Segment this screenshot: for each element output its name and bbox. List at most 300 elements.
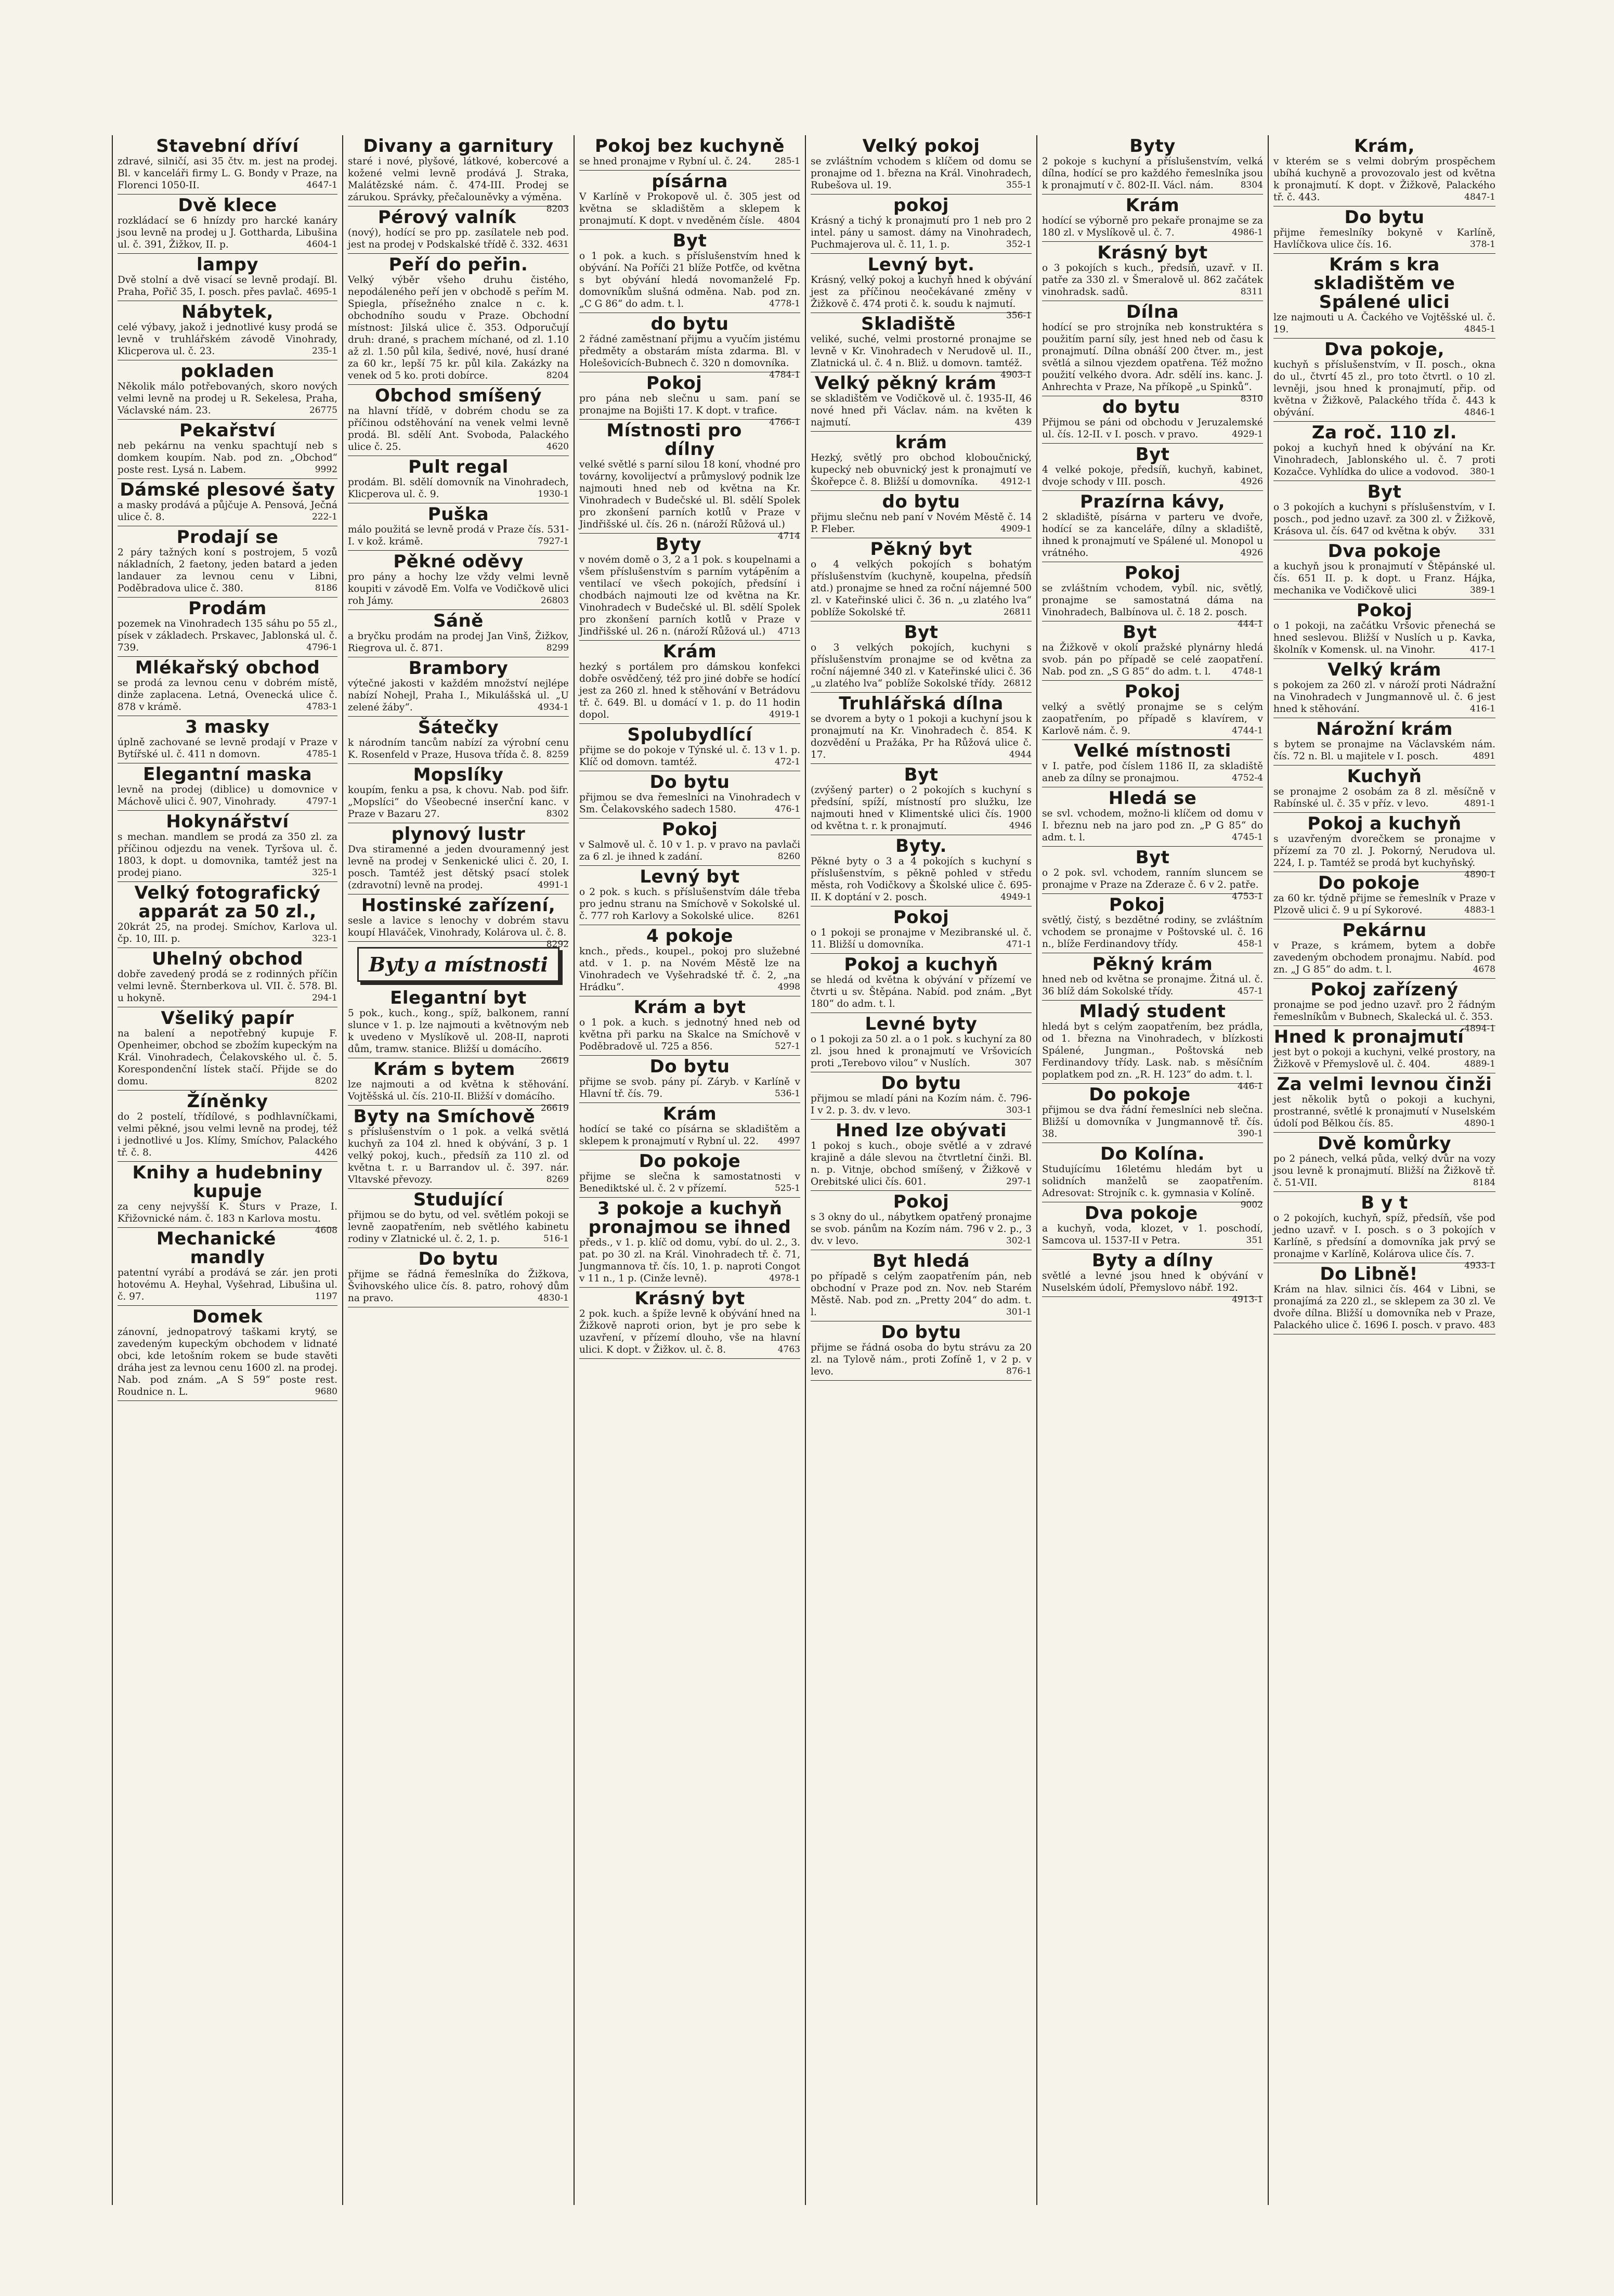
ad-title: do bytu	[882, 491, 960, 512]
ad-title: pokoj	[893, 195, 949, 216]
ad-body	[1273, 679, 1495, 715]
ad-text: se zvláštním vchodem, vybíl. nic, světlý, pronajme se samostatná dáma na Vinohradech, Balbínova ul. č. 18 2. posch.	[1042, 583, 1263, 618]
ad-text: Hezký, světlý pro obchod kloboučnický, kupecký neb obuvnický jest k pronajmutí ve Škořepce č. 8. Bližší u domovníka.	[811, 452, 1032, 487]
ad-body	[348, 915, 569, 950]
ad-text: se zvláštním vchodem s klíčem od domu se pronajme od 1. března na Král. Vinohradech, Rubešova ul. 19.	[811, 156, 1032, 191]
ad-body	[579, 191, 800, 227]
ad-title: Domek	[192, 1306, 263, 1327]
ad-text: zánovní, jednopatrový taškami krytý, se zavedeným kupeckým obchodem v lidnaté obci, kde letošním rokem se bude stavěti dráha jest za levnou cenu 1600 zl. na prodej. Nab. pod znám. „A S 59“ poste rest. Roudnice n. L.	[118, 1327, 337, 1397]
ad-code: 4912-1	[1000, 476, 1032, 487]
ad-code: 4748-1	[1232, 666, 1263, 677]
classified-ad	[348, 1248, 569, 1307]
ad-title: Hokynářství	[166, 811, 289, 832]
classified-ad	[1042, 1001, 1263, 1092]
ad-body	[118, 440, 337, 476]
ad-title: Žíněnky	[187, 1091, 268, 1112]
classified-ad	[118, 479, 337, 526]
ad-text: na Žižkově v okolí pražské plynárny hledá svob. pán po případě se celé zaopatření. Nab. pod zn. „S G 85“ do adm. t. l.	[1042, 642, 1263, 677]
ad-text: v Praze, s krámem, bytem a dobře zavedeným obchodem pronajmu. Nabíd. pod zn. „J G 85“ do adm. t. l.	[1273, 940, 1495, 975]
ad-text: Dvě stolní a dvě visací se levně prodají. Bl. Praha, Pořič 35, I. posch. přes pavlač.	[118, 275, 337, 297]
ad-title: Všeliký papír	[161, 1008, 294, 1029]
ad-text: se hned pronajme v Rybní ul. č. 24.	[579, 156, 751, 167]
ad-body	[1042, 215, 1263, 239]
classified-ad	[579, 724, 800, 771]
ad-code: 356-1	[1006, 310, 1032, 321]
classified-ad	[579, 1150, 800, 1198]
ad-text: Dva stiramenné a jeden dvouramenný jest levně na prodej v Senkenické ulici č. 20, I. posch. Tamtéž jest dětský psací stolek (zdravotní) levně na prodej.	[348, 844, 569, 891]
classified-ad	[579, 1288, 800, 1359]
ad-title: Byt hledá	[873, 1251, 970, 1272]
classified-ad	[811, 372, 1032, 432]
classified-ad	[1042, 621, 1263, 681]
classified-ad	[118, 420, 337, 479]
classified-ad	[579, 230, 800, 313]
ad-title: Uhelný obchod	[152, 949, 303, 969]
ad-code: 525-1	[774, 1183, 800, 1194]
ad-code: 483	[1478, 1320, 1495, 1330]
ad-code: 8310	[1240, 394, 1263, 404]
ad-body	[1042, 914, 1263, 950]
ad-code: 8261	[777, 911, 800, 921]
ad-title: Byt	[1123, 622, 1157, 643]
ad-text: jest několik bytů o pokoji a kuchyni, prostranné, světlé k pronajmutí v Nuselském údolí pod Bělkou čís. 85.	[1273, 1094, 1495, 1129]
ad-body	[579, 250, 800, 310]
classified-ad	[1042, 953, 1263, 1001]
ad-code: 1930-1	[538, 489, 569, 499]
ad-title: Levný byt	[640, 866, 740, 887]
ad-code: 4714	[777, 531, 800, 541]
classified-ad	[348, 503, 569, 551]
ad-title: Velký krám	[1327, 659, 1441, 680]
classified-column	[1037, 135, 1269, 2205]
classified-ad	[1042, 740, 1263, 787]
ad-text: se pronajme 2 osobám za 8 zl. měsíčně v Rabínské ul. č. 35 v příz. v levo.	[1273, 786, 1495, 809]
classified-ad	[118, 1091, 337, 1162]
ad-title: Krám s kra skladištěm ve Spálené ulici	[1313, 254, 1455, 313]
ad-code: 303-1	[1006, 1105, 1032, 1115]
classified-ad	[1273, 600, 1495, 659]
ad-body	[118, 921, 337, 945]
ad-code: 4678	[1473, 964, 1495, 975]
classified-ad	[811, 764, 1032, 835]
ad-title: Velký fotografický apparát za 50 zl.,	[134, 883, 321, 922]
classified-ad	[348, 717, 569, 764]
ad-title: Do Libně!	[1320, 1264, 1418, 1285]
ad-text: Pěkné byty o 3 a 4 pokojích s kuchyní s příslušenstvím, s pěkně pohled v středu města, roh Vodičkovy a Školské ulice č. 695-II. K doptání v 2. posch.	[811, 856, 1032, 903]
ad-code: 390-1	[1237, 1128, 1263, 1139]
ad-body	[118, 1111, 337, 1159]
classified-ad	[118, 194, 337, 254]
ad-title: plynový lustr	[391, 824, 526, 845]
classified-ad	[1273, 206, 1495, 254]
ad-body	[1273, 892, 1495, 916]
ad-code: 4919-1	[769, 709, 800, 720]
classified-ad	[1042, 1084, 1263, 1143]
classified-ad	[118, 360, 337, 420]
classified-ad	[811, 254, 1032, 321]
classified-ad	[579, 641, 800, 724]
ad-text: 2 pok. kuch. a špíže levně k obývání hned na Žižkově naproti orion, byt je pro sebe k uzavření, v přízemí dlouho, vše na hlavní ulici. K dopt. v Žižkov. ul. č. 8.	[579, 1308, 800, 1355]
ad-title: Krám a byt	[633, 997, 746, 1018]
ad-code: 4978-1	[769, 1273, 800, 1283]
ad-code: 4784-1	[769, 370, 800, 380]
ad-text: 2 skladiště, písárna v parteru ve dvoře, hodící se za kanceláře, dílny a skladiště, ihned k pronajmutí ve Spálené ul. Monopol u vrátného.	[1042, 512, 1263, 559]
ad-text: 5 pok., kuch., kong., spíž, balkonem, ranní slunce v 1. p. lze najmouti a květnovým neb k uvedeno v Myslíkově ul. 208-II, naproti dům, tramw. stanice. Bližší u domácího.	[348, 1008, 569, 1055]
ad-text: neb pekárnu na venku spachtují neb s domkem koupím. Nab. pod zn. „Obchod“ poste rest. Lysá n. Labem.	[118, 440, 337, 475]
ad-code: 26619	[540, 1056, 569, 1066]
ad-title: Pěkné oděvy	[393, 551, 524, 572]
ad-body	[348, 571, 569, 607]
classified-ad	[1042, 491, 1263, 562]
classified-ad	[579, 866, 800, 925]
ad-title: Krásný byt	[1097, 242, 1208, 263]
ad-title: Krásný byt	[634, 1288, 745, 1309]
classified-ad	[1042, 1202, 1263, 1250]
ad-text: se prodá za levnou cenu v dobrém místě, dinže zaplacena. Letná, Ovenecká ulice č. 878 v krámě.	[118, 678, 337, 712]
ad-body	[348, 274, 569, 382]
ad-body	[1042, 1021, 1263, 1092]
ad-title: Kuchyň	[1347, 766, 1422, 787]
ad-text: o 4 velkých pokojích s bohatým příslušenstvím (kuchyně, koupelna, předsíň atd.) pronajme se hned za roční nájemné 500 zl. v Kateřinské ulici č. 36 n. „u zlatého lva“ poblíže Sokolské tř.	[811, 559, 1032, 618]
ad-code: 4890-1	[1464, 1118, 1495, 1128]
classified-ad	[579, 771, 800, 819]
ad-title: Hned lze obývati	[835, 1120, 1007, 1141]
ad-title: Do bytu	[1344, 207, 1425, 228]
ad-title: lampy	[196, 254, 259, 275]
ad-text: pronajme se pod jedno uzavř. pro 2 řádným řemeslníkům v Bubnech, Skalecká ul. č. 353.	[1273, 1000, 1495, 1022]
ad-code: 4998	[777, 982, 800, 992]
ad-title: Mopslíky	[413, 764, 504, 785]
classified-ad	[811, 1321, 1032, 1381]
classified-ad	[348, 987, 569, 1066]
ad-code: 4608	[315, 1225, 337, 1236]
ad-code: 8203	[546, 204, 569, 214]
ad-code: 4891	[1473, 751, 1495, 761]
ad-body	[348, 844, 569, 891]
classified-ad	[348, 894, 569, 950]
ad-title: Truhlářská dílna	[839, 693, 1004, 714]
classified-ad	[348, 657, 569, 717]
ad-title: Prodají se	[176, 527, 279, 548]
classified-ad	[348, 1106, 569, 1189]
ad-code: 4752-4	[1232, 773, 1263, 783]
classified-ad	[1273, 1073, 1495, 1133]
classified-ad	[118, 1228, 337, 1306]
ad-text: (nový), hodící se pro pp. zasílatele neb pod. jest na prodej v Podskalské třídě č. 332.	[348, 227, 569, 250]
ad-code: 4753-1	[1232, 891, 1263, 902]
ad-body	[1273, 501, 1495, 537]
ad-text: pokoj a kuchyň hned k obývání na Kr. Vinohradech, Jablonského ul. č. 7 proti Kozačce. Vyhlídka do ulice a vodovod.	[1273, 443, 1495, 477]
classified-ad	[1042, 301, 1263, 404]
ad-body	[348, 1126, 569, 1186]
ad-text: předs., v 1. p. klíč od domu, vybí. do ul. 2., 3. pat. po 30 zl. na Král. Vinohradech tř. č. 71, Jungmannova tř. čís. 10, 1. p. naproti Congot v 11 n., 1 p. (Cinže levně).	[579, 1237, 800, 1284]
ad-title: pokladen	[180, 361, 275, 382]
ad-title: Byt	[904, 764, 939, 785]
ad-title: Dvě klece	[178, 195, 277, 216]
ad-body	[348, 630, 569, 654]
classified-ad	[1273, 254, 1495, 339]
ad-body	[811, 927, 1032, 951]
ad-body	[811, 784, 1032, 832]
ad-title: Do Kolína.	[1100, 1144, 1205, 1164]
classified-ad	[579, 313, 800, 380]
ad-body	[811, 974, 1032, 1010]
ad-title: Pokoj a kuchyň	[1307, 813, 1462, 834]
ad-body	[1042, 1223, 1263, 1247]
ad-body	[1273, 940, 1495, 976]
classified-ad	[1042, 787, 1263, 847]
classified-ad	[348, 1058, 569, 1113]
ad-code: 302-1	[1006, 1236, 1032, 1246]
classified-ad	[1273, 979, 1495, 1034]
ad-text: koupím, fenku a psa, k chovu. Nab. pod šifr. „Mopslíci“ do Všeobecné inserční kanc. v Praze v Bazaru 27.	[348, 785, 569, 820]
ad-title: Sáně	[433, 611, 484, 631]
classified-ad	[1273, 659, 1495, 718]
ad-code: 4796-1	[306, 642, 337, 653]
ad-text: přijme se řádná osoba do bytu strávu za 20 zl. na Tylově nám., proti Zofíně 1, v 2 p. v levo.	[811, 1342, 1032, 1377]
ad-title: Byty	[1129, 136, 1176, 157]
ad-text: o 1 pokoji, na začátku Vršovic přenechá se hned seslevou. Bližší v Nuslích u p. Kavka, školník v Komensk. ul. na Vinohr.	[1273, 620, 1495, 655]
classified-ad	[1273, 135, 1495, 206]
ad-title: Byt	[904, 622, 939, 643]
ad-title: Byty na Smíchově	[353, 1106, 536, 1127]
ad-text: po případě s celým zaopatřením pán, neb obchodní v Praze pod zn. Nov. neb Starém Městě. Nab. pod zn. „Pretty 204“ do adm. t. l.	[811, 1271, 1032, 1318]
ad-code: 4934-1	[538, 702, 569, 712]
ad-code: 352-1	[1006, 239, 1032, 250]
ad-code: 4785-1	[306, 749, 337, 759]
ad-title: Nárožní krám	[1316, 719, 1453, 740]
ad-title: krám	[895, 432, 947, 453]
ad-title: Mechanické mandly	[156, 1228, 276, 1268]
ad-body	[1042, 1270, 1263, 1305]
ad-text: k národním tancům nabízí za výrobní cenu K. Rosenfeld v Praze, Husova třída č. 8.	[348, 737, 569, 760]
ad-body	[579, 839, 800, 863]
ad-code: 235-1	[311, 346, 337, 356]
classified-ad	[579, 996, 800, 1056]
classified-ad	[579, 1103, 800, 1150]
ad-text: s příslušenstvím o 1 pok. a velká světlá kuchyň za 104 zl. hned k obývání, 3 p. 1 velký pokoj, kuch., předsíň za 110 zl. od května t. r. u Barrandov ul. č. 397. nár. Vltavské převozy.	[348, 1126, 569, 1185]
ad-body	[811, 274, 1032, 321]
classified-ad	[811, 432, 1032, 491]
ad-text: přijmou se mladí páni na Kozím nám. č. 796-I v 2. p. 3. dv. v levo.	[811, 1093, 1032, 1116]
classified-ad	[579, 1056, 800, 1103]
ad-code: 4804	[777, 215, 800, 226]
ad-text: s mechan. mandlem se prodá za 350 zl. za příčinou odjezdu na venek. Tyršova ul. č. 1803, k dopt. u domovnika, tamtéž jest na prodej piano.	[118, 832, 337, 878]
classified-columns	[112, 135, 1500, 2205]
classified-ad	[1042, 562, 1263, 629]
section-header: Byty a místnosti	[357, 947, 559, 982]
classified-ad	[579, 819, 800, 866]
ad-code: 4426	[315, 1147, 337, 1158]
classified-ad	[348, 551, 569, 610]
ad-body	[579, 1308, 800, 1356]
ad-title: Mlékařský obchod	[135, 657, 320, 678]
ad-body	[348, 155, 569, 214]
ad-text: málo použitá se levně prodá v Praze čís. 531-I. v kož. krámě.	[348, 524, 569, 547]
ad-body	[811, 333, 1032, 380]
ad-body	[1273, 227, 1495, 251]
ad-code: 294-1	[311, 993, 337, 1003]
ad-title: Velký pěkný krám	[814, 373, 997, 394]
ad-title: Do pokoje	[1318, 873, 1420, 893]
ad-title: Pokoj bez kuchyně	[595, 136, 785, 157]
classified-ad	[579, 534, 800, 641]
ad-code: 4933-1	[1464, 1261, 1495, 1271]
classified-ad	[348, 764, 569, 823]
ad-body	[118, 215, 337, 251]
classified-column	[112, 135, 343, 2205]
ad-title: Pokoj	[893, 1191, 949, 1212]
ad-text: o 3 velkých pokojích, kuchyni s příslušenstvím pronajme se od května za roční nájemné 340 zl. v Kateřinské ulici č. 36 „u zlatého lva“ poblíže Sokolské třídy.	[811, 642, 1032, 689]
ad-title: Do bytu	[881, 1322, 961, 1343]
ad-title: Pokoj	[1124, 681, 1181, 702]
ad-text: hodící se výborně pro pekaře pronajme se za 180 zl. v Myslíkově ul. č. 7.	[1042, 215, 1263, 238]
ad-body	[118, 677, 337, 713]
ad-code: 4991-1	[538, 880, 569, 890]
ad-body	[1273, 312, 1495, 335]
ad-body	[1042, 974, 1263, 997]
ad-body	[118, 618, 337, 654]
ad-text: o 2 pokojích, kuchyň, spíž, předsíň, vše pod jedno uzavř. v I. posch. s o 3 pokojích v Karlíně, s předsíní a domovníka jak prvý se pronajme v Karlíně, Kolárova ulice čís. 7.	[1273, 1213, 1495, 1260]
ad-body	[1042, 417, 1263, 440]
ad-title: Pokoj	[1124, 563, 1181, 583]
ad-body	[579, 1237, 800, 1285]
ad-code: 26812	[1003, 678, 1032, 689]
classified-ad	[1042, 1250, 1263, 1305]
ad-text: o 2 pok. s kuch. s příslušenstvím dále třeba pro jednu stranu na Smíchově v Sokolské ul. č. 777 roh Karlovy a Sokolské ulice.	[579, 887, 800, 922]
ad-code: 380-1	[1469, 466, 1495, 477]
ad-code: 1197	[315, 1291, 337, 1302]
ad-title: Do bytu	[881, 1073, 961, 1094]
ad-body	[579, 661, 800, 721]
classified-ad	[1273, 1026, 1495, 1073]
ad-title: B y t	[1361, 1192, 1408, 1213]
ad-code: 8184	[1473, 1177, 1495, 1188]
ad-body	[118, 736, 337, 760]
ad-body	[1273, 1046, 1495, 1070]
ad-code: 4845-1	[1464, 324, 1495, 334]
ad-title: Hledá se	[1108, 788, 1197, 809]
classified-ad	[1042, 242, 1263, 301]
ad-body	[1273, 738, 1495, 762]
ad-text: se dvorem a byty o 1 pokoji a kuchyní jsou k pronajmutí na Kr. Vinohradech č. 854. K dozvědění u Pražáka, Pr ha Růžová ulice č. 17.	[811, 714, 1032, 760]
ad-text: světlé a levné jsou hned k obývání v Nuselském údolí, Přemyslovo nábř. 192.	[1042, 1270, 1263, 1293]
ad-body	[1273, 786, 1495, 810]
classified-ad	[118, 763, 337, 811]
classified-ad	[118, 1162, 337, 1236]
ad-text: sesle a lavice s lenochy v dobrém stavu koupí Hlaváček, Vinohrady, Kolárova ul. č. 8.	[348, 915, 569, 938]
ad-code: 4620	[546, 442, 569, 452]
classified-ad	[1273, 813, 1495, 880]
classified-ad	[118, 1007, 337, 1091]
ad-text: o 1 pok. a kuch. s jednotný hned neb od května při parku na Skalce na Smíchově v Poděbradově ul. 725 a 856.	[579, 1017, 800, 1052]
ad-title: Knihy a hudebniny kupuje	[132, 1162, 323, 1202]
ad-title: Za velmi levnou činži	[1277, 1074, 1492, 1095]
ad-body	[811, 511, 1032, 535]
ad-title: Pokoj a kuchyň	[844, 954, 998, 975]
ad-body	[1042, 262, 1263, 298]
ad-body	[118, 1028, 337, 1087]
ad-code: 8302	[546, 809, 569, 819]
ad-body	[1273, 1283, 1495, 1331]
ad-text: o 3 pokojích a kuchyni s příslušenstvím, v I. posch., pod jedno uzavř. za 300 zl. v Žižkově, Krásova ul. čís. 647 od května k obýv.	[1273, 502, 1495, 537]
ad-title: Velký pokoj	[862, 136, 980, 157]
ad-body	[1042, 1163, 1263, 1210]
ad-code: 416-1	[1469, 704, 1495, 714]
ad-body	[579, 393, 800, 427]
ad-text: úplně zachované se levně prodají v Praze v Bytířské ul. č. 411 n domovn.	[118, 737, 337, 760]
ad-body	[579, 792, 800, 815]
ad-text: a bryčku prodám na prodej Jan Vinš, Žižkov, Riegrova ul. č. 871.	[348, 631, 569, 654]
ad-body	[811, 559, 1032, 618]
ad-code: 222-1	[311, 512, 337, 522]
ad-text: se skladištěm ve Vodičkově ul. č. 1935-II, 46 nové hned při Václav. nám. na květen k najmutí.	[811, 393, 1032, 428]
ad-title: Byty a dílny	[1091, 1250, 1214, 1271]
ad-text: 2 pokoje s kuchyní a příslušenstvím, velká dílna, hodící se pro každého řemeslníka jsou k pronajmutí v č. 802-II. Václ. nám.	[1042, 156, 1263, 191]
ad-text: po 2 pánech, velká půda, velký dvůr na vozy jsou levně k pronajmutí. Bližší na Žižkově tř. č. 51-VII.	[1273, 1153, 1495, 1188]
ad-text: levně na prodej (diblice) u domovnice v Máchově ulici č. 907, Vinohrady.	[118, 784, 337, 807]
classified-ad	[348, 610, 569, 657]
ad-code: 8311	[1240, 287, 1263, 297]
ad-body	[579, 1076, 800, 1100]
ad-code: 516-1	[543, 1234, 569, 1244]
ad-title: 3 pokoje a kuchyň pronajmou se ihned	[588, 1198, 791, 1238]
ad-code: 4744-1	[1232, 725, 1263, 736]
ad-code: 4891-1	[1464, 798, 1495, 809]
ad-code: 378-1	[1469, 239, 1495, 250]
ad-title: Prodám	[188, 598, 267, 619]
ad-code: 4946	[1009, 821, 1032, 831]
ad-code: 444-1	[1237, 619, 1263, 629]
ad-text: Krám na hlav. silnici čís. 464 v Libni, se pronajímá za 220 zl., se sklepem za 30 zl. Ve dvoře dílna. Bližší u domovníka neb v Praze, Palackého ulice č. 1696 I. posch. v pravo.	[1273, 1284, 1495, 1331]
ad-title: Studující	[413, 1189, 504, 1210]
ad-body	[1273, 1094, 1495, 1130]
ad-text: a kuchyň jsou k pronajmutí v Štěpánské ul. čís. 651 II. p. k dopt. u Franz. Hájka, mechanika ve Vodičkově ulici	[1273, 561, 1495, 596]
ad-body	[348, 1209, 569, 1245]
ad-body	[1042, 582, 1263, 629]
ad-code: 307	[1014, 1058, 1032, 1068]
classified-ad	[1042, 194, 1263, 242]
ad-text: světlý, čistý, s bezdětné rodiny, se zvláštním vchodem se pronajme v Poštovské ul. č. 16 n., blíže Ferdinandovy třídy.	[1042, 915, 1263, 950]
ad-text: Studujícímu 16letému hledám byt u solidních manželů se zaopatřením. Adresovat: Strojník c. k. gymnasia v Kolíně.	[1042, 1164, 1263, 1199]
ad-title: Pekárnu	[1342, 920, 1427, 941]
classified-ad	[811, 1013, 1032, 1072]
ad-code: 476-1	[774, 804, 800, 814]
ad-code: 472-1	[774, 757, 800, 767]
ad-body	[118, 1201, 337, 1236]
ad-text: hodící se také co písárna se skladištěm a sklepem k pronajmutí v Rybní ul. 22.	[579, 1124, 800, 1147]
ad-title: Pokoj	[893, 907, 949, 928]
ad-body	[118, 831, 337, 879]
classified-ad	[579, 1198, 800, 1288]
ad-text: výtečné jakosti v každém množství nejlépe nabízí Nohejl, Praha I., Mikulášská ul. „U zelené žáby“.	[348, 678, 569, 713]
ad-body	[579, 1017, 800, 1053]
ad-body	[1273, 155, 1495, 203]
ad-code: 8292	[546, 939, 569, 950]
ad-title: Byt	[1135, 444, 1170, 465]
ad-code: 331	[1478, 526, 1495, 536]
ad-code: 4778-1	[769, 299, 800, 309]
classified-ad	[1273, 481, 1495, 540]
ad-text: hodící se pro strojníka neb konstruktéra s použitím parní síly, jest hned neb od času k pronajmutí. Dílna obnáší 200 čtver. m., jest světlá a silnou vjezdem opatřena. Též možno použití velkého dvora. Adr. sdělí ins. kanc. J. Anhrechta v Praze, Na příkopě „u Spinků“.	[1042, 322, 1263, 393]
ad-body	[579, 155, 800, 167]
ad-text: knch., předs., koupel., pokoj pro služebné atd. v 1. p. na Novém Městě lze na Vinohradech ve Vyšehradské tř. č. 2, „na Hrádku“.	[579, 946, 800, 993]
ad-text: veliké, suché, velmi prostorné pronajme se levně v Kr. Vinohradech v Nerudově ul. II., Zlatnická ul. č. 4 n. Bliž. u domovn. tamtéž.	[811, 334, 1032, 369]
ad-title: Do pokoje	[1089, 1084, 1191, 1105]
ad-body	[348, 737, 569, 761]
ad-text: o 1 pok. a kuch. s příslušenstvím hned k obývání. Na Poříči 21 blíže Potfče, od května s byt obývání hledá novomanželé Fp. domovníkům slušná odměna. Nab. pod zn. „C G 86“ do adm. t. l.	[579, 251, 800, 309]
ad-body	[1273, 359, 1495, 419]
